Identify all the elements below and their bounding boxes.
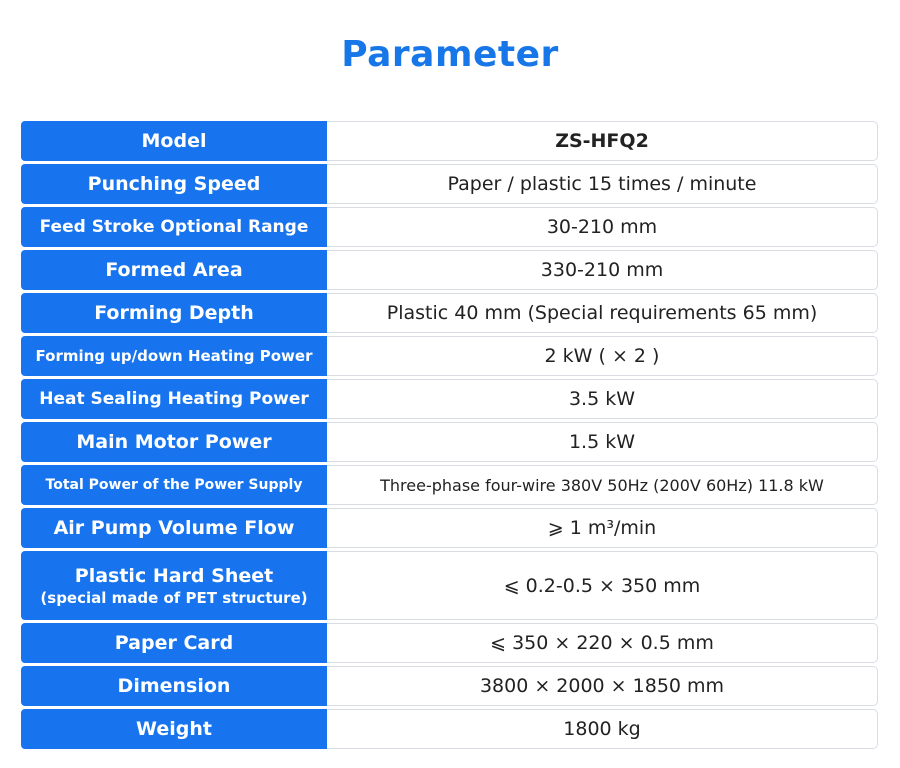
row-value: 1800 kg (327, 709, 878, 749)
page-title: Parameter (341, 34, 559, 75)
row-value: ⩽ 0.2-0.5 × 350 mm (327, 551, 878, 620)
table-row (21, 465, 878, 505)
table-row (21, 121, 878, 161)
table-row (21, 666, 878, 706)
row-label: Total Power of the Power Supply (21, 465, 327, 505)
row-label: Model (21, 121, 327, 161)
table-row (21, 379, 878, 419)
row-label: Feed Stroke Optional Range (21, 207, 327, 247)
row-value: 30-210 mm (327, 207, 878, 247)
table-row (21, 336, 878, 376)
table-row (21, 422, 878, 462)
row-value: 3.5 kW (327, 379, 878, 419)
row-label-sub: (special made of PET structure) (40, 588, 308, 607)
row-label: Heat Sealing Heating Power (21, 379, 327, 419)
row-label: Forming Depth (21, 293, 327, 333)
parameter-table (21, 121, 878, 752)
row-label (21, 551, 327, 620)
row-value: ZS-HFQ2 (327, 121, 878, 161)
row-label-main: Plastic Hard Sheet (74, 564, 274, 587)
row-value: ⩽ 350 × 220 × 0.5 mm (327, 623, 878, 663)
row-label: Dimension (21, 666, 327, 706)
row-label: Formed Area (21, 250, 327, 290)
row-label: Main Motor Power (21, 422, 327, 462)
row-value: 1.5 kW (327, 422, 878, 462)
table-row (21, 623, 878, 663)
table-row (21, 709, 878, 749)
row-label: Punching Speed (21, 164, 327, 204)
table-row (21, 164, 878, 204)
table-row (21, 293, 878, 333)
row-label: Paper Card (21, 623, 327, 663)
row-value: 3800 × 2000 × 1850 mm (327, 666, 878, 706)
row-value: Paper / plastic 15 times / minute (327, 164, 878, 204)
row-value: Plastic 40 mm (Special requirements 65 mm) (327, 293, 878, 333)
row-value: Three-phase four-wire 380V 50Hz (200V 60Hz) 11.8 kW (327, 465, 878, 505)
table-row (21, 250, 878, 290)
row-value: 2 kW ( × 2 ) (327, 336, 878, 376)
row-label: Air Pump Volume Flow (21, 508, 327, 548)
row-label: Forming up/down Heating Power (21, 336, 327, 376)
table-row (21, 508, 878, 548)
row-value: ⩾ 1 m³/min (327, 508, 878, 548)
row-label: Weight (21, 709, 327, 749)
row-value: 330-210 mm (327, 250, 878, 290)
table-row (21, 551, 878, 620)
table-row (21, 207, 878, 247)
